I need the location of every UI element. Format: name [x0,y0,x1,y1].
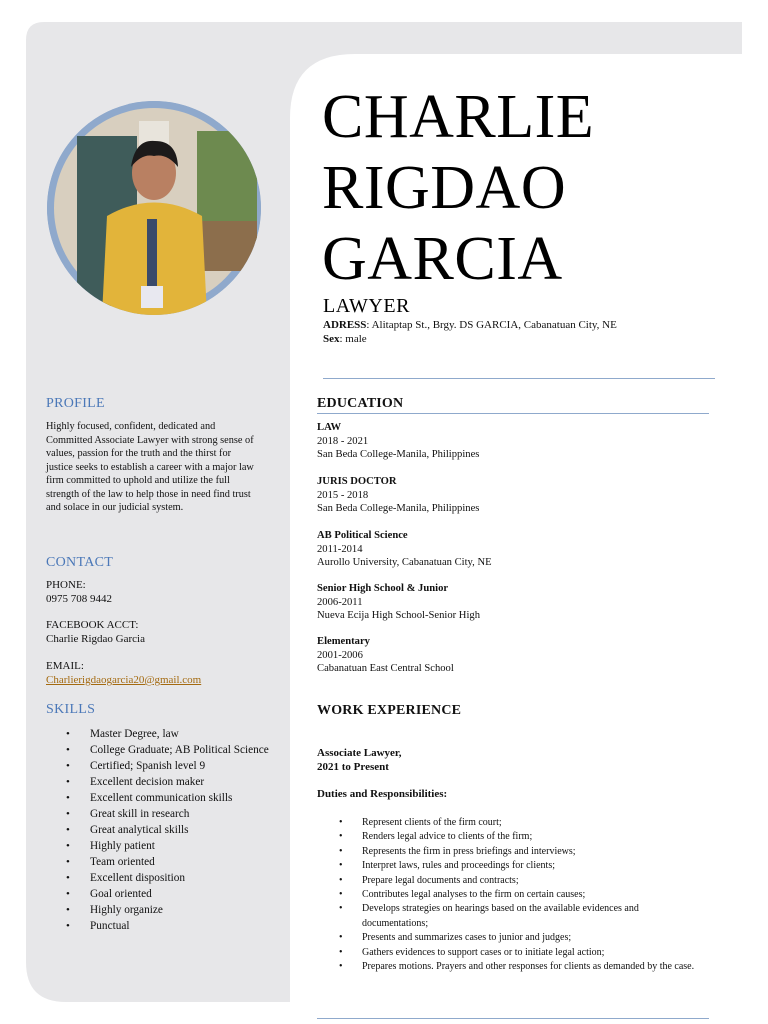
skills-heading: SKILLS [46,702,96,717]
education-degree: AB Political Science [317,530,408,541]
address-line [323,319,617,331]
facebook-label: FACEBOOK ACCT: [46,619,139,631]
header-divider [323,378,715,379]
education-entry [317,582,480,623]
footer-divider [317,1018,709,1019]
address-label: ADRESS [323,319,367,331]
skill-item: • College Graduate; AB Political Science [46,742,276,758]
email-link[interactable]: Charlierigdaogarcia20@gmail.com [46,674,202,686]
profile-heading: PROFILE [46,396,105,411]
skill-item: • Master Degree, law [46,726,276,742]
email-label: EMAIL: [46,660,84,672]
education-degree: Senior High School & Junior [317,583,449,594]
education-degree: Elementary [317,636,370,647]
duty-item: • Gathers evidences to support cases or to initiate legal action; [317,946,707,960]
education-school: San Beda College-Manila, Philippines [317,503,480,514]
skill-item: • Great analytical skills [46,822,276,838]
education-years: 2006-2011 [317,596,363,608]
education-school: Nueva Ecija High School-Senior High [317,610,480,621]
duty-item: • Prepare legal documents and contracts; [317,874,707,888]
skill-item: • Highly patient [46,838,276,854]
sex-value: : male [339,333,367,345]
profile-text: Highly focused, confident, dedicated and Committed Associate Lawyer with strong sense of values, passion for the truth and the thirst for justice seeks to establish a career with a major law firm committed to uphold and utilize the full strength of the law to help those in need find trust and solace in our judicial system. [46,421,254,513]
education-entry [317,475,479,516]
duty-item: • Represent clients of the firm court; [317,816,707,830]
education-heading: EDUCATION [317,396,404,411]
education-school: San Beda College-Manila, Philippines [317,449,480,460]
education-entry [317,421,479,462]
phone-block [46,578,112,606]
education-entry [317,529,492,570]
name-line-3: GARCIA [322,225,563,293]
education-divider [317,413,709,414]
email-block [46,659,201,687]
duty-item: • Interpret laws, rules and proceedings for clients; [317,859,707,873]
duty-item: • Prepares motions. Prayers and other responses for clients as demanded by the case. [317,960,707,974]
skill-item: • Excellent disposition [46,870,276,886]
skill-item: • Great skill in research [46,806,276,822]
education-school: Aurollo University, Cabanatuan City, NE [317,557,492,568]
skill-item: • Certified; Spanish level 9 [46,758,276,774]
duty-item: • Renders legal advice to clients of the firm; [317,830,707,844]
duty-item: • Presents and summarizes cases to junior and judges; [317,931,707,945]
skill-item: • Excellent decision maker [46,774,276,790]
education-degree: LAW [317,422,342,433]
full-name [322,82,742,295]
education-school: Cabanatuan East Central School [317,663,454,674]
phone-value: 0975 708 9442 [46,593,112,605]
education-degree: JURIS DOCTOR [317,476,397,487]
education-years: 2018 - 2021 [317,435,369,447]
skill-item: • Punctual [46,918,276,934]
skill-item: • Goal oriented [46,886,276,902]
facebook-block [46,618,145,646]
name-line-1: CHARLIE [322,83,595,151]
duty-item: • Develops strategies on hearings based on the available evidences and documentations; [317,902,707,931]
education-entry [317,635,454,676]
name-line-2: RIGDAO [322,154,567,222]
work-period: 2021 to Present [317,761,389,773]
skill-item: • Team oriented [46,854,276,870]
facebook-value: Charlie Rigdao Garcia [46,633,145,645]
education-years: 2011-2014 [317,543,363,555]
duty-item: • Represents the firm in press briefings and interviews; [317,845,707,859]
duties-list [317,816,707,974]
education-years: 2001-2006 [317,649,363,661]
contact-heading: CONTACT [46,555,114,570]
duties-heading: Duties and Responsibilities: [317,788,448,800]
sex-line [323,333,367,345]
profile-photo [47,101,261,315]
work-heading: WORK EXPERIENCE [317,703,462,718]
skills-list [46,726,276,934]
duty-item: • Contributes legal analyses to the firm on certain causes; [317,888,707,902]
job-title: LAWYER [323,295,410,317]
education-years: 2015 - 2018 [317,489,369,501]
phone-label: PHONE: [46,579,86,591]
work-position: Associate Lawyer, [317,747,402,759]
sex-label: Sex [323,333,340,345]
address-value: : Alitaptap St., Brgy. DS GARCIA, Cabanatuan City, NE [366,319,617,331]
skill-item: • Highly organize [46,902,276,918]
skill-item: • Excellent communication skills [46,790,276,806]
